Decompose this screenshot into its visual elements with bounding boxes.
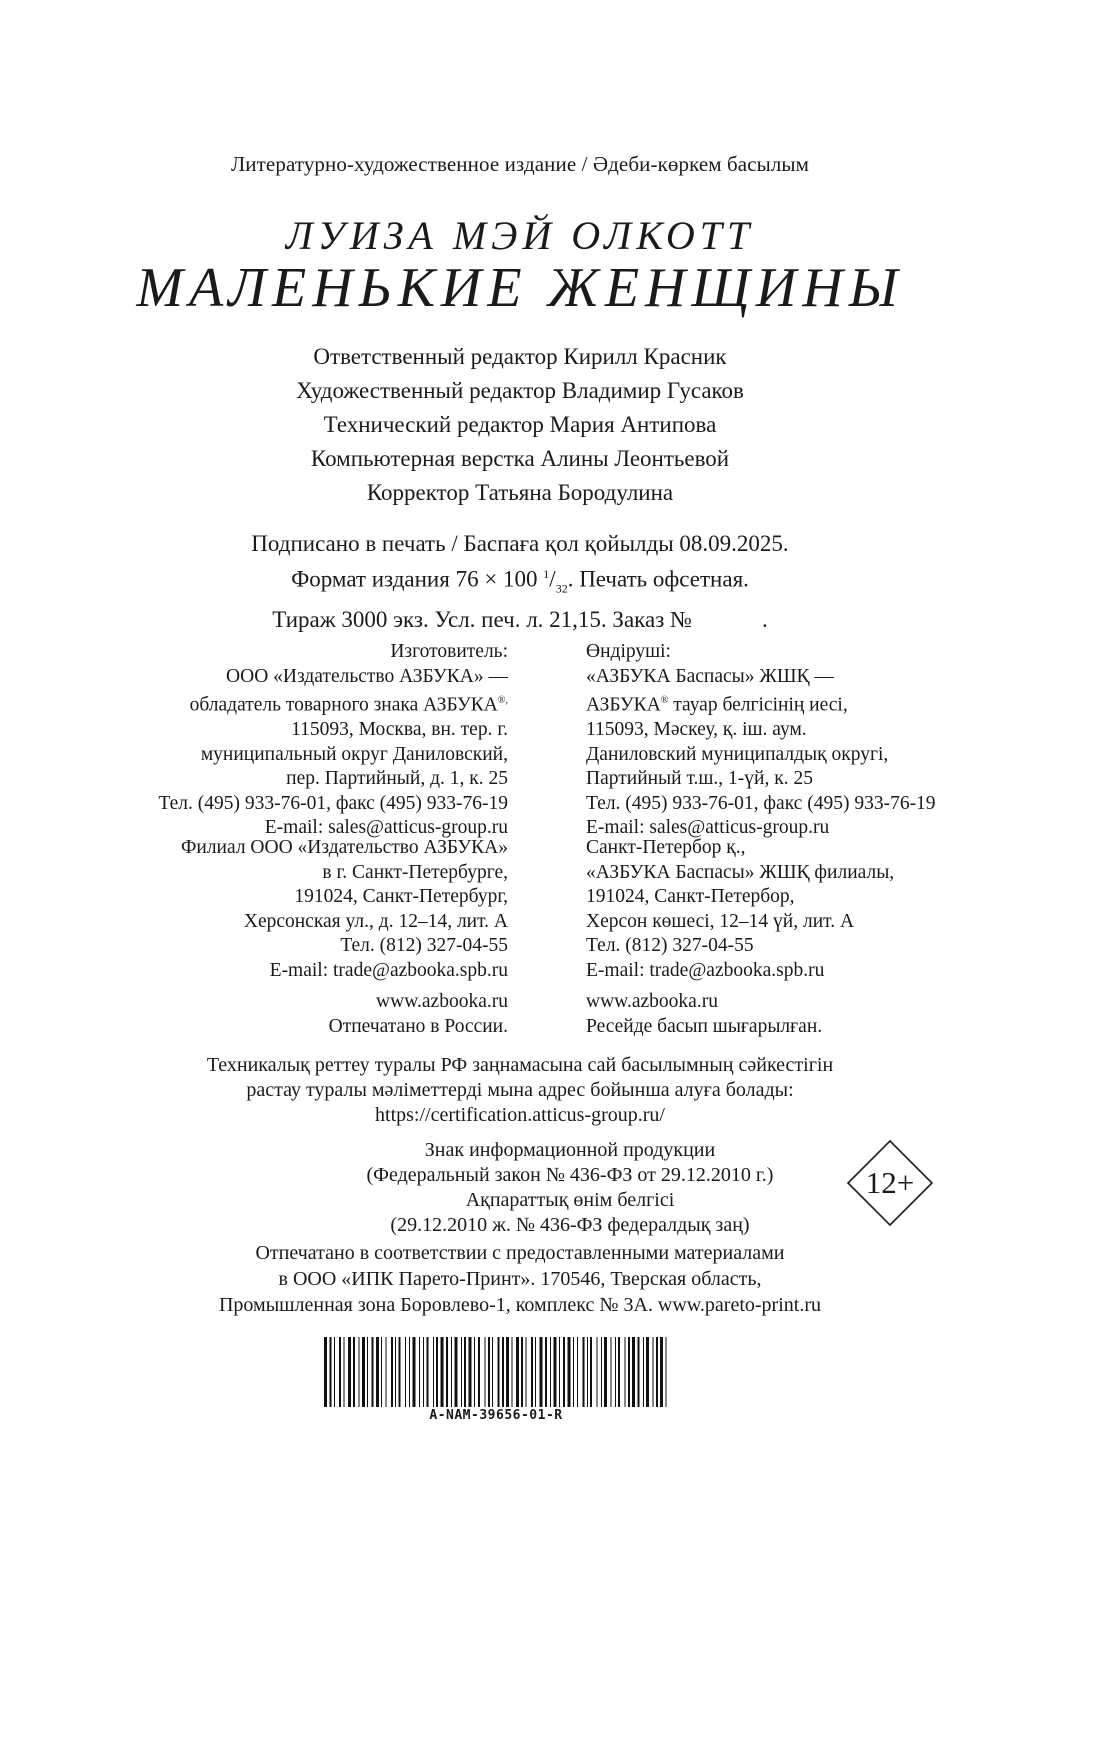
barcode-bar bbox=[563, 1337, 565, 1407]
barcode-bar bbox=[436, 1337, 438, 1407]
credit-line: Технический редактор Мария Антипова bbox=[323, 412, 717, 437]
barcode-bar bbox=[446, 1337, 448, 1407]
barcode-bar bbox=[381, 1337, 382, 1407]
run-line: Тираж 3000 экз. Усл. печ. л. 21,15. Заказ № . bbox=[272, 607, 768, 633]
barcode-bar bbox=[423, 1337, 424, 1407]
barcode-bar bbox=[587, 1337, 588, 1407]
barcode-bar bbox=[531, 1337, 533, 1407]
barcode-bar bbox=[334, 1337, 335, 1407]
barcode-bar bbox=[653, 1337, 654, 1407]
barcode-bar bbox=[656, 1337, 658, 1407]
barcode-bar bbox=[502, 1337, 504, 1407]
web-kz: www.azbooka.ru Ресейде басып шығарылған. bbox=[586, 991, 823, 1037]
print-info bbox=[0, 528, 1040, 635]
barcode-bar bbox=[506, 1337, 509, 1407]
barcode-bar bbox=[583, 1337, 585, 1407]
barcode-bar bbox=[554, 1337, 557, 1407]
author-name: ЛУИЗА МЭЙ ОЛКОТТ bbox=[285, 213, 755, 258]
barcode-bar bbox=[399, 1337, 401, 1407]
barcode-bar bbox=[521, 1337, 523, 1407]
barcode-bar bbox=[625, 1337, 626, 1407]
barcode-bar bbox=[492, 1337, 493, 1407]
credit-line: Корректор Татьяна Бородулина bbox=[366, 480, 674, 505]
barcode-bar bbox=[498, 1337, 500, 1407]
barcode-bar bbox=[427, 1337, 429, 1407]
manufacturer-kz: Өндіруші: «АЗБУКА Баспасы» ЖШҚ — АЗБУКА® тауар белгісінің иесі, 115093, Мәскеу, қ. іш. аум. Даниловский муниципалдық округі, Партийный т.ш., 1-үй, к. 25 Тел. (495) 933-76-01, факс (495) 933-76-19 E-mail: sales@atticus-group.ru bbox=[586, 641, 936, 838]
signed-line: Подписано в печать / Баспаға қол қойылды 08.09.2025. bbox=[251, 531, 789, 556]
age-rating-badge: 12+ bbox=[865, 1165, 915, 1200]
barcode-bar bbox=[469, 1337, 472, 1407]
barcode-bar bbox=[660, 1337, 663, 1407]
barcode-bar bbox=[488, 1337, 490, 1407]
credit-line: Художественный редактор Владимир Гусаков bbox=[296, 378, 744, 403]
barcode-bar bbox=[376, 1337, 379, 1407]
barcode-bar bbox=[611, 1337, 612, 1407]
barcode-bar bbox=[666, 1337, 667, 1407]
barcode-bar bbox=[550, 1337, 551, 1407]
barcode-bar bbox=[632, 1337, 635, 1407]
credit-line: Компьютерная верстка Алины Леонтьевой bbox=[310, 446, 730, 471]
book-title: МАЛЕНЬКИЕ ЖЕНЩИНЫ bbox=[136, 257, 904, 319]
barcode-icon bbox=[322, 1337, 670, 1407]
barcode-bar bbox=[643, 1337, 644, 1407]
barcode-bar bbox=[545, 1337, 547, 1407]
barcode-bar bbox=[597, 1337, 598, 1407]
barcode-bar bbox=[455, 1337, 458, 1407]
barcode-bar bbox=[464, 1337, 466, 1407]
barcode-bar bbox=[615, 1337, 616, 1407]
printed-by: Отпечатано в соответствии с предоставленными материалами в ООО «ИПК Парето-Принт». 170546, Тверская область, Промышленная зона Боровлево-1, комплекс № 3А. www.pareto-print.ru bbox=[218, 1242, 821, 1316]
barcode-bar bbox=[391, 1337, 393, 1407]
barcode-bar bbox=[419, 1337, 420, 1407]
barcode-bar bbox=[618, 1337, 620, 1407]
barcode-bar bbox=[628, 1337, 630, 1407]
barcode-bar bbox=[646, 1337, 649, 1407]
barcode-bar bbox=[405, 1337, 406, 1407]
barcode-bar bbox=[485, 1337, 486, 1407]
barcode-bar bbox=[577, 1337, 578, 1407]
barcode-bar bbox=[604, 1337, 607, 1407]
barcode-bar bbox=[535, 1337, 536, 1407]
editorial-credits bbox=[0, 340, 1040, 510]
barcode-bar bbox=[516, 1337, 519, 1407]
format-line: Формат издания 76 × 100 $^1/_{32}$. Печать офсетная. bbox=[291, 566, 749, 596]
barcode-bar bbox=[540, 1337, 543, 1407]
branch-kz: Санкт-Петербор қ., «АЗБУКА Баспасы» ЖШҚ филиалы, 191024, Санкт-Петербор, Херсон көшесі, 12–14 үй, лит. А Тел. (812) 327-04-55 E-mail: trade@azbooka.spb.ru bbox=[586, 837, 895, 981]
barcode-bar bbox=[441, 1337, 444, 1407]
barcode-bar bbox=[451, 1337, 452, 1407]
web-ru: www.azbooka.ru Отпечатано в России. bbox=[328, 991, 508, 1037]
credit-line: Ответственный редактор Кирилл Красник bbox=[313, 344, 727, 369]
barcode-bar bbox=[359, 1337, 360, 1407]
age-rating-info: Знак информационной продукции (Федеральный закон № 436-ФЗ от 29.12.2010 г.) Ақпараттық өнім белгісі (29.12.2010 ж. № 436-ФЗ федералдық заң) bbox=[366, 1139, 774, 1236]
barcode-bar bbox=[559, 1337, 560, 1407]
certification-note: Техникалық реттеу туралы РФ заңнамасына сай басылымның сәйкестігін растау туралы мәліметтерді мына адрес бойынша алуға болады: https://certification.atticus-group.ru/ bbox=[206, 1054, 834, 1126]
barcode-bar bbox=[330, 1337, 332, 1407]
barcode-bar bbox=[433, 1337, 434, 1407]
barcode-bar bbox=[344, 1337, 345, 1407]
barcode-bar bbox=[478, 1337, 480, 1407]
barcode-bar bbox=[526, 1337, 527, 1407]
barcode-bar bbox=[512, 1337, 513, 1407]
barcode-bar bbox=[573, 1337, 574, 1407]
barcode-bar bbox=[367, 1337, 368, 1407]
barcode-bar bbox=[409, 1337, 410, 1407]
barcode-bar bbox=[348, 1337, 351, 1407]
barcode-bar bbox=[339, 1337, 341, 1407]
barcode-bar bbox=[590, 1337, 592, 1407]
barcode-bar bbox=[362, 1337, 365, 1407]
barcode-bar bbox=[372, 1337, 374, 1407]
genre-line: Литературно-художественное издание / Әдеби-көркем басылым bbox=[230, 152, 810, 176]
barcode-bar bbox=[386, 1337, 387, 1407]
barcode-bar bbox=[568, 1337, 571, 1407]
barcode-text: A-NAM-39656-01-R bbox=[429, 1408, 563, 1423]
barcode-bar bbox=[395, 1337, 396, 1407]
barcode-bar bbox=[638, 1337, 640, 1407]
barcode-bar bbox=[601, 1337, 602, 1407]
barcode-bar bbox=[324, 1337, 327, 1407]
barcode-bar bbox=[461, 1337, 462, 1407]
barcode-bar bbox=[413, 1337, 416, 1407]
barcode-bar bbox=[474, 1337, 475, 1407]
branch-ru: Филиал ООО «Издательство АЗБУКА» в г. Санкт-Петербурге, 191024, Санкт-Петербург, Херсонская ул., д. 12–14, лит. А Тел. (812) 327-04-55 E-mail: trade@azbooka.spb.ru bbox=[180, 837, 508, 981]
manufacturer-ru: Изготовитель: ООО «Издательство АЗБУКА» — обладатель товарного знака АЗБУКА®, 115093, Москва, вн. тер. г. муниципальный округ Даниловский, пер. Партийный, д. 1, к. 25 Тел. (495) 933-76-01, факс (495) 933-76-19 E-mail: sales@atticus-group.ru bbox=[158, 641, 508, 838]
barcode-bar bbox=[353, 1337, 355, 1407]
